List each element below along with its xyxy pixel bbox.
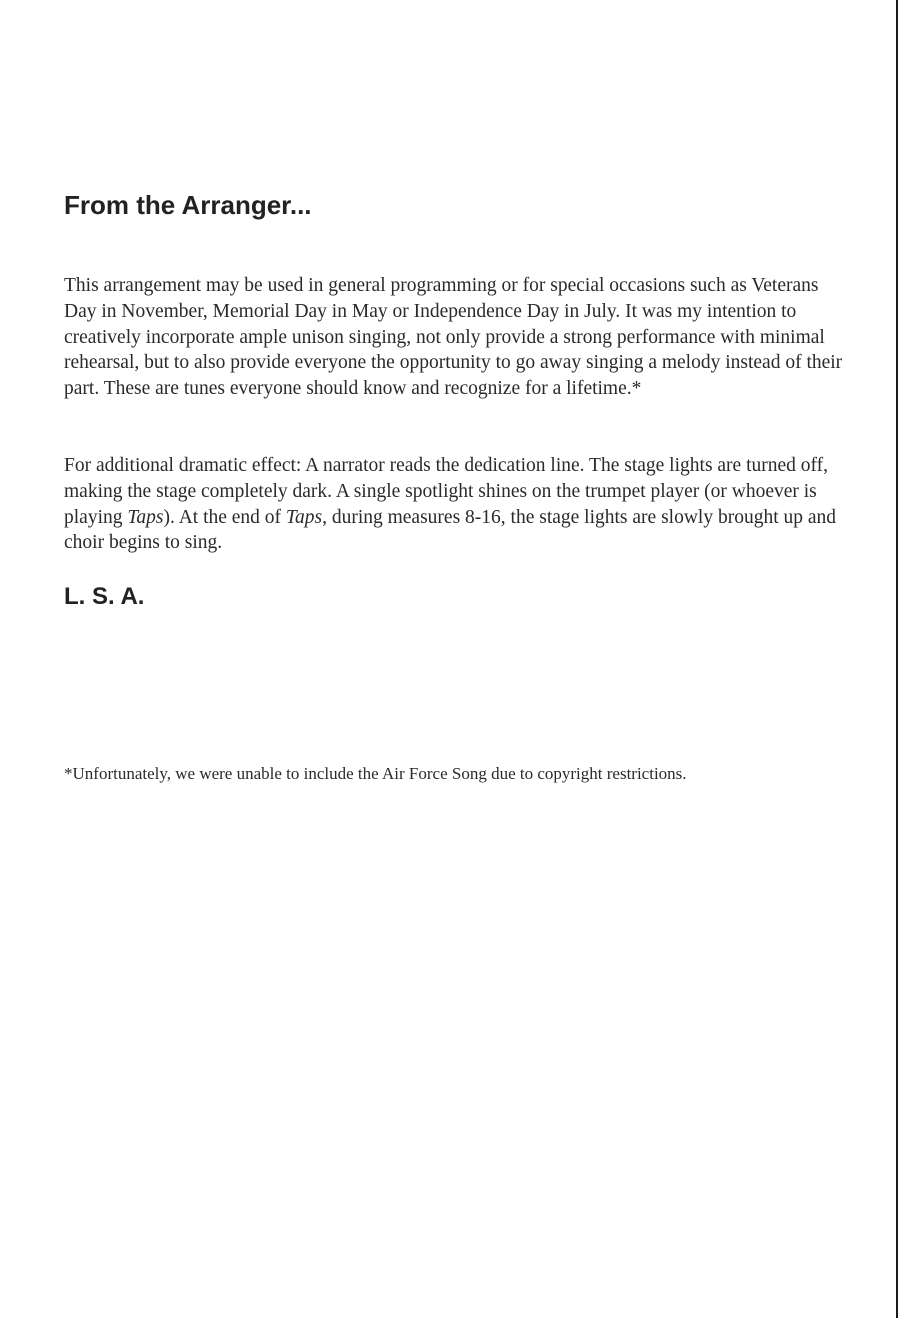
taps-title: Taps bbox=[285, 506, 323, 528]
page-heading: From the Arranger... bbox=[64, 190, 312, 220]
paragraph-dramatic-effect bbox=[64, 453, 844, 556]
paragraph-text: For additional dramatic effect: A narrator reads the dedication line. The stage lights are turned off, making the stage completely dark. A single spotlight shines on the trumpet player (or whoever is playing bbox=[64, 455, 829, 528]
signature-initials: L. S. A. bbox=[64, 583, 145, 610]
paragraph-text: ). At the end of bbox=[163, 506, 286, 528]
paragraph-intro: This arrangement may be used in general programming or for special occasions such as Veterans Day in November, Memorial Day in May or Independence Day in July. It was my intention to creatively incorporate ample unison singing, not only provide a strong performance with minimal rehearsal, but to also provide everyone the opportunity to go away singing a melody instead of their part. These are tunes everyone should know and recognize for a lifetime.* bbox=[64, 275, 843, 400]
paragraph-text: , during measures 8-16, the stage lights are slowly brought up and choir begins to sing. bbox=[64, 506, 837, 554]
taps-title: Taps bbox=[127, 506, 164, 528]
footnote: *Unfortunately, we were unable to include the Air Force Song due to copyright restrictions. bbox=[64, 764, 687, 783]
